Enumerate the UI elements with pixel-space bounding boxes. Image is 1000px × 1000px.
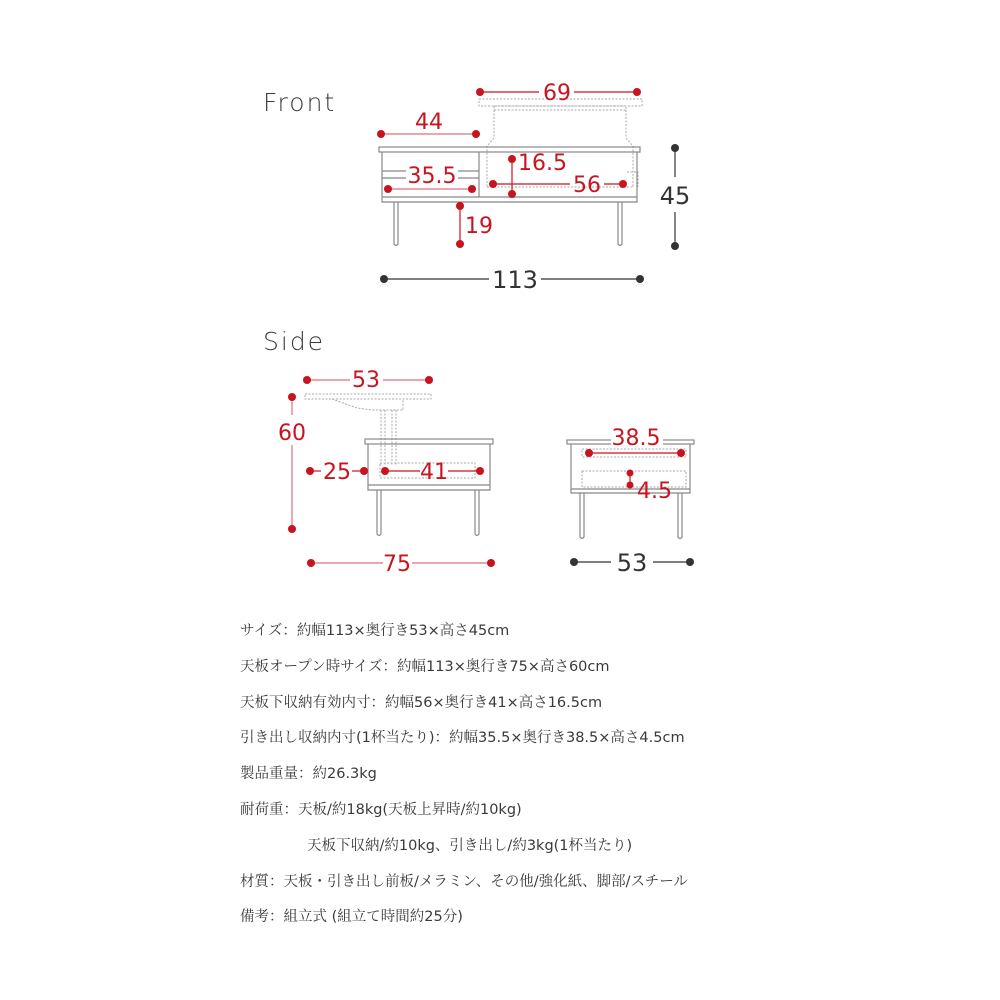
dim-label-38-5: 38.5 (611, 426, 661, 451)
spec-drawer-inner: 引き出し収納内寸(1杯当たり)：約幅35.5×奥行き38.5×高さ4.5cm (240, 730, 685, 747)
spec-notes: 備考：組立式 (組立て時間約25分) (240, 909, 463, 926)
dim-label-35-5: 35.5 (407, 164, 457, 189)
side-dim-open-height (278, 393, 306, 533)
dim-label-113: 113 (492, 266, 538, 294)
spec-weight: 製品重量：約26.3kg (240, 766, 377, 783)
front-dim-leg-clearance (456, 202, 493, 248)
spec-open-size: 天板オープン時サイズ：約幅113×奥行き75×高さ60cm (240, 658, 610, 675)
dim-label-75: 75 (383, 552, 411, 577)
spec-size: サイズ：約幅113×奥行き53×高さ45cm (240, 623, 510, 639)
side-dim-offset (306, 460, 368, 485)
front-view-drawing (377, 81, 690, 294)
front-dim-height (660, 144, 691, 250)
side-body-outline (365, 439, 493, 536)
dim-label-41: 41 (420, 460, 448, 485)
side-dim-depth (570, 549, 694, 577)
front-dim-total-width (380, 266, 644, 294)
dim-label-53-depth: 53 (616, 549, 648, 577)
dim-label-16-5: 16.5 (518, 151, 567, 176)
side-dim-open-depth (307, 552, 495, 577)
spec-load-capacity-cont: 天板下収納/約10kg、引き出し/約3kg(1杯当たり) (307, 837, 633, 854)
dim-label-56: 56 (573, 173, 601, 198)
side-dim-drawer-depth (585, 426, 685, 457)
dim-label-45: 45 (659, 182, 691, 210)
spec-load-capacity: 耐荷重：天板/約18kg(天板上昇時/約10kg) (240, 801, 522, 818)
dim-label-4-5: 4.5 (637, 479, 672, 504)
front-dim-top-lift-width (476, 81, 641, 106)
dim-label-25: 25 (323, 460, 351, 485)
side-view-title: Side (263, 327, 326, 356)
spec-list (240, 618, 688, 940)
dim-label-60: 60 (278, 421, 306, 446)
dim-label-19: 19 (465, 214, 493, 239)
side-dim-top-depth (303, 368, 433, 393)
front-dim-drawer-front-width (377, 110, 480, 138)
side-open-view-drawing (278, 368, 495, 577)
side-closed-view-drawing (567, 426, 694, 577)
spec-storage-inner: 天板下収納有効内寸：約幅56×奥行き41×高さ16.5cm (240, 694, 603, 711)
front-view-title: Front (263, 88, 337, 117)
spec-material: 材質：天板・引き出し前板/メラミン、その他/強化紙、脚部/スチール (240, 873, 688, 890)
front-dim-storage-height (508, 151, 567, 198)
dim-label-44: 44 (415, 110, 443, 135)
dim-label-53-top: 53 (352, 368, 380, 393)
dim-label-69: 69 (543, 81, 571, 106)
